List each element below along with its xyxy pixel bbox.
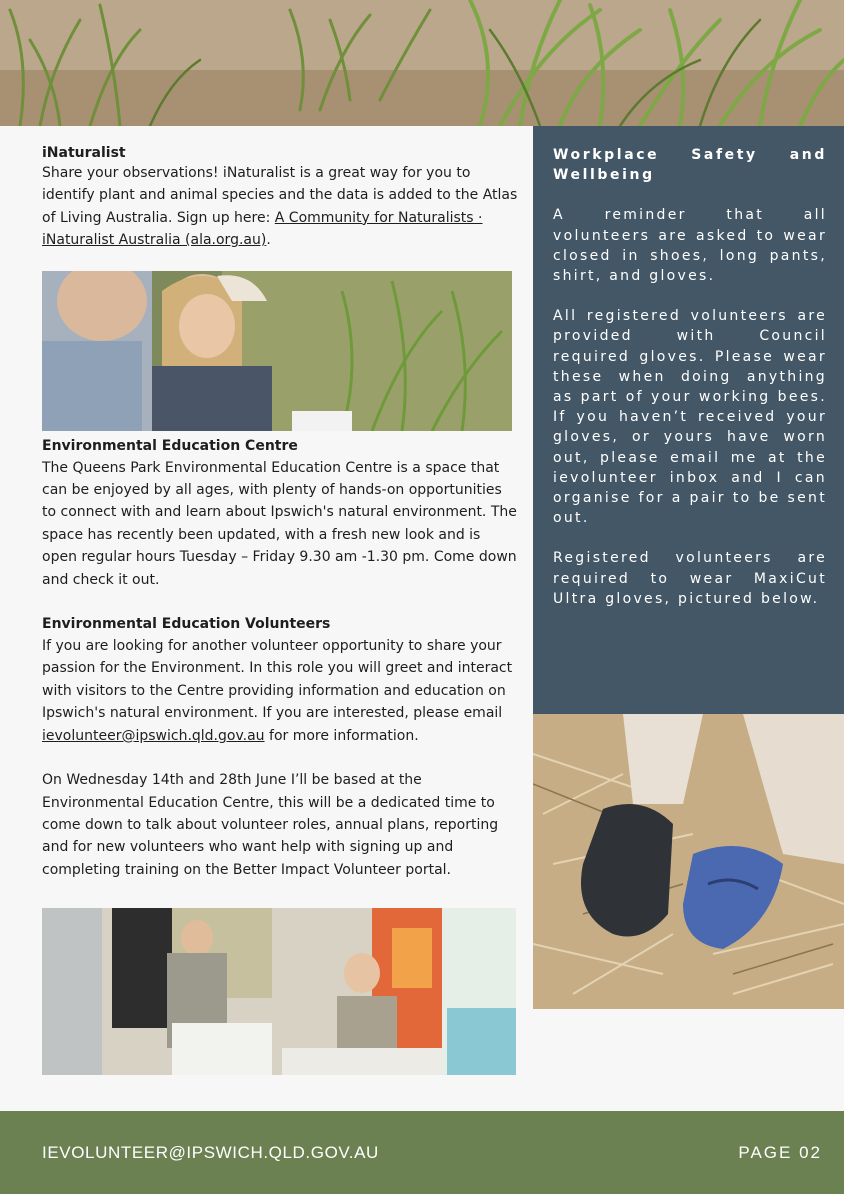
ievolunteer-email-link[interactable]: ievolunteer@ipswich.qld.gov.au bbox=[42, 727, 265, 744]
page-number: PAGE 02 bbox=[738, 1143, 822, 1162]
volunteers-photo bbox=[42, 271, 512, 431]
safety-heading: Workplace Safety and Wellbeing bbox=[553, 147, 827, 184]
eev-heading: Environmental Education Volunteers bbox=[42, 616, 331, 633]
header-grass-photo bbox=[0, 0, 844, 126]
footer-bar bbox=[0, 1111, 844, 1194]
workplace-safety-text bbox=[553, 145, 827, 609]
safety-paragraph-2: All registered volunteers are provided with Council required gloves. Please wear these when doing anything as part of your working bees. If you haven’t received your gloves, or yours have worn out, please email me at the ievolunteer inbox and I can organise for a pair to be sent out. bbox=[553, 308, 827, 527]
eev-body: If you are looking for another volunteer opportunity to share your passion for the Environment. In this role you will greet and interact with visitors to the Centre providing information and education on Ipswich's natural environment. If you are interested, please email ievolunteer@ipswich.qld.gov.au for more information. bbox=[42, 638, 513, 744]
inaturalist-link[interactable]: A Community for Naturalists · iNaturalist Australia (ala.org.au) bbox=[42, 209, 483, 249]
safety-paragraph-3: Registered volunteers are required to wear MaxiCut Ultra gloves, pictured below. bbox=[553, 550, 827, 607]
education-centre-photo bbox=[42, 908, 516, 1075]
inaturalist-body: Share your observations! iNaturalist is a great way for you to identify plant and animal species and the data is added to the Atlas of Living Australia. Sign up here: A Community for Naturalists · iNaturalist Australia (ala.org.au). bbox=[42, 165, 518, 249]
inaturalist-heading: iNaturalist bbox=[42, 145, 126, 161]
safety-paragraph-1: A reminder that all volunteers are asked to wear closed in shoes, long pants, shirt, and gloves. bbox=[553, 207, 827, 285]
eec-heading: Environmental Education Centre bbox=[42, 437, 298, 454]
footer-email[interactable]: IEVOLUNTEER@IPSWICH.QLD.GOV.AU bbox=[42, 1143, 379, 1162]
eev-dates-paragraph: On Wednesday 14th and 28th June I’ll be based at the Environmental Education Centre, this will be a dedicated time to come down to talk about volunteer roles, annual plans, reporting and for new volunteers who want help with signing up and completing training on the Better Impact Volunteer portal. bbox=[42, 772, 499, 878]
eec-body: The Queens Park Environmental Education Centre is a space that can be enjoyed by all ages, with plenty of hands-on opportunities to connect with and learn about Ipswich's natural environment. The space has recently been updated, with a fresh new look and is open regular hours Tuesday – Friday 9.30 am -1.30 pm. Come down and check it out. bbox=[42, 459, 517, 588]
left-column bbox=[42, 144, 518, 1075]
gloves-photo bbox=[533, 714, 844, 1009]
